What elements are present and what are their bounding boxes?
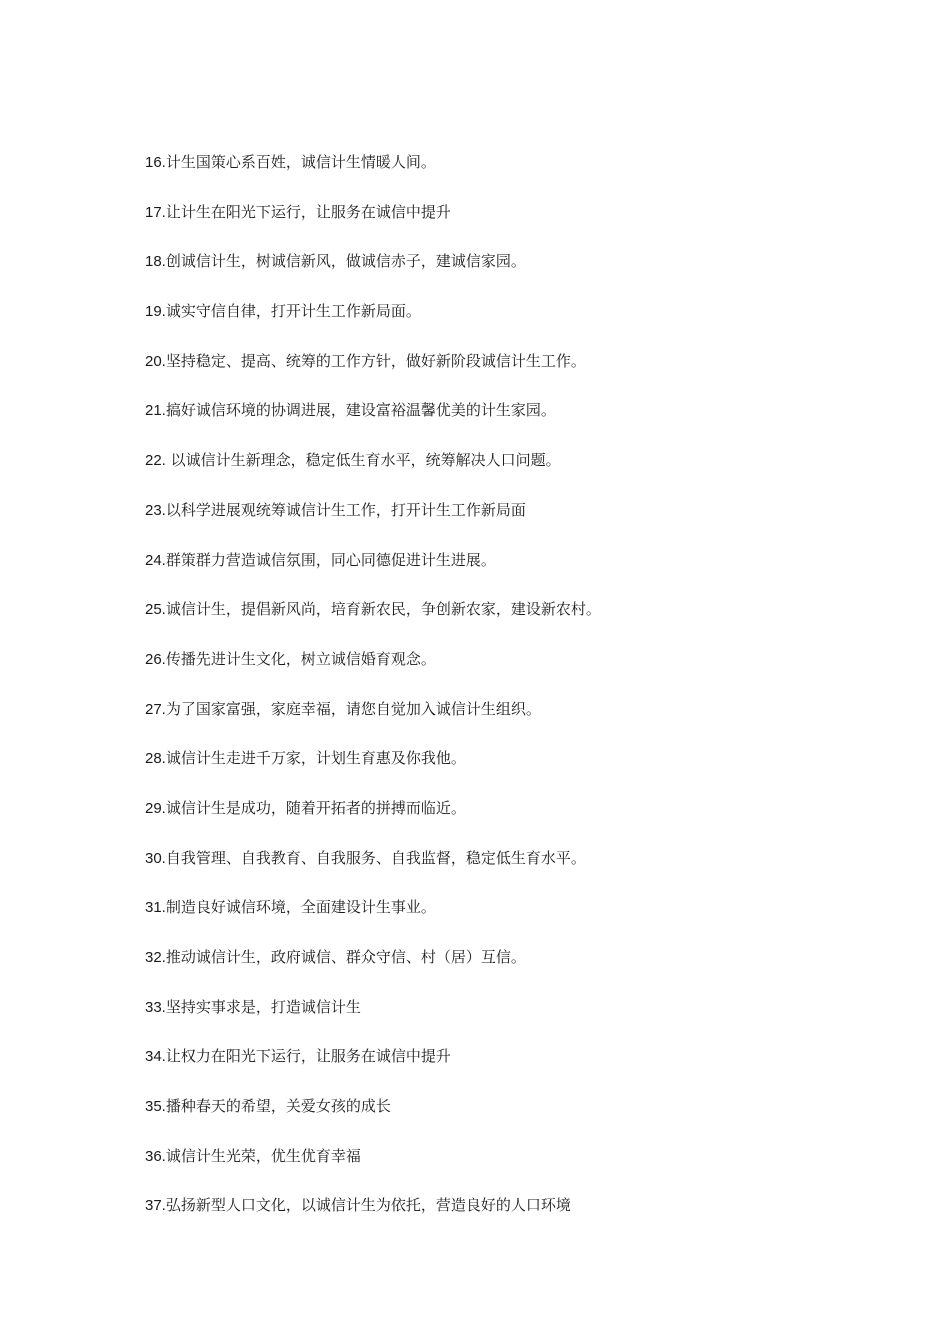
item-number: 37. [145, 1197, 166, 1215]
list-item [145, 846, 865, 896]
item-text: 让权力在阳光下运行，让服务在诚信中提升 [165, 1047, 451, 1066]
item-text: 群策群力营造诚信氛围，同心同德促进计生进展。 [165, 550, 496, 569]
item-number: 35. [145, 1098, 166, 1116]
item-number: 27. [145, 700, 166, 718]
item-number: 25. [145, 601, 166, 619]
item-text: 为了国家富强，家庭幸福，请您自觉加入诚信计生组织。 [165, 699, 541, 718]
item-text: 诚信计生，提倡新风尚，培育新农民，争创新农家，建设新农村。 [165, 600, 601, 619]
list-item [145, 697, 865, 747]
list-item [145, 1044, 865, 1094]
item-number: 31. [145, 899, 166, 917]
item-text: 播种春天的希望，关爱女孩的成长 [165, 1097, 391, 1116]
item-text: 以诚信计生新理念，稳定低生育水平，统筹解决人口问题。 [165, 451, 561, 470]
item-text: 诚信计生是成功，随着开拓者的拼搏而临近。 [165, 798, 466, 817]
list-item [145, 746, 865, 796]
list-item [145, 1193, 865, 1243]
list-item [145, 548, 865, 598]
list-item [145, 299, 865, 349]
list-item [145, 895, 865, 945]
item-number: 33. [145, 998, 166, 1016]
item-text: 让计生在阳光下运行，让服务在诚信中提升 [165, 202, 451, 221]
item-text: 计生国策心系百姓，诚信计生情暖人间。 [165, 153, 436, 171]
list-item [145, 1144, 865, 1194]
list-item [145, 995, 865, 1045]
list-item [145, 249, 865, 299]
list-item [145, 498, 865, 548]
item-text: 诚信计生走进千万家，计划生育惠及你我他。 [165, 749, 466, 768]
item-number: 29. [145, 799, 166, 817]
item-text: 坚持稳定、提高、统筹的工作方针，做好新阶段诚信计生工作。 [165, 351, 586, 370]
item-number: 32. [145, 949, 166, 966]
item-number: 22. [145, 452, 166, 470]
slogan-list [145, 150, 865, 1243]
list-item [145, 398, 865, 448]
list-item [145, 200, 865, 250]
list-item [145, 647, 865, 697]
list-item [145, 448, 865, 498]
item-number: 28. [145, 750, 166, 768]
item-number: 20. [145, 352, 166, 370]
list-item [145, 1094, 865, 1144]
list-item [145, 796, 865, 846]
item-number: 34. [145, 1048, 166, 1066]
item-number: 24. [145, 551, 166, 569]
item-text: 制造良好诚信环境，全面建设计生事业。 [165, 898, 436, 917]
item-text: 诚实守信自律，打开计生工作新局面。 [165, 302, 421, 321]
item-number: 21. [145, 402, 166, 420]
item-number: 26. [145, 650, 166, 668]
item-number: 23. [145, 501, 166, 519]
list-item [145, 150, 865, 200]
list-item [145, 349, 865, 399]
list-item [145, 945, 865, 995]
item-text: 传播先进计生文化，树立诚信婚育观念。 [165, 649, 436, 668]
item-number: 19. [145, 303, 166, 321]
item-number: 17. [145, 203, 166, 221]
item-number: 16. [145, 154, 166, 171]
item-text: 以科学进展观统筹诚信计生工作，打开计生工作新局面 [165, 500, 526, 519]
item-number: 36. [145, 1147, 166, 1165]
item-text: 搞好诚信环境的协调进展，建设富裕温馨优美的计生家园。 [165, 401, 556, 420]
item-text: 弘扬新型人口文化，以诚信计生为依托，营造良好的人口环境 [165, 1196, 571, 1215]
list-item [145, 597, 865, 647]
item-number: 30. [145, 849, 166, 867]
item-text: 诚信计生光荣，优生优育幸福 [165, 1146, 361, 1165]
item-text: 推动诚信计生，政府诚信、群众守信、村（居）互信。 [165, 948, 526, 966]
item-number: 18. [145, 253, 166, 271]
item-text: 自我管理、自我教育、自我服务、自我监督，稳定低生育水平。 [165, 848, 586, 867]
item-text: 坚持实事求是，打造诚信计生 [165, 997, 361, 1016]
item-text: 创诚信计生，树诚信新风，做诚信赤子，建诚信家园。 [165, 252, 526, 271]
